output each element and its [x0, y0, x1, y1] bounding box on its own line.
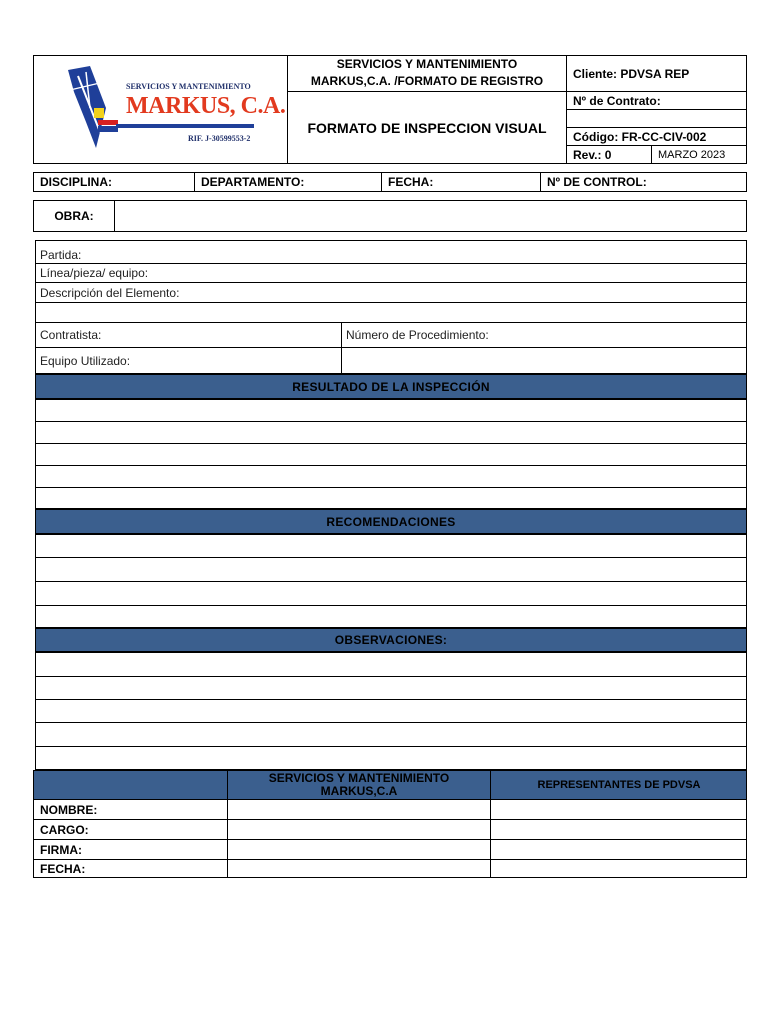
- linea-field[interactable]: Línea/pieza/ equipo:: [40, 266, 149, 280]
- contract-label: Nº de Contrato:: [573, 93, 661, 108]
- descripcion-extra-field[interactable]: [36, 303, 746, 322]
- logo-rif: RIF. J-30599553-2: [188, 134, 251, 143]
- pdvsa-signature-inputs[interactable]: [491, 800, 747, 878]
- obra-label: OBRA:: [54, 209, 94, 223]
- contratista-field[interactable]: Contratista:: [40, 328, 102, 342]
- signature-row-firma: FIRMA:: [40, 842, 82, 857]
- disciplina-field[interactable]: DISCIPLINA:: [40, 175, 112, 189]
- signature-col-markus: [228, 771, 490, 799]
- descripcion-field[interactable]: Descripción del Elemento:: [40, 285, 180, 300]
- company-name: [288, 56, 566, 91]
- client-label: Cliente: PDVSA REP: [573, 66, 690, 81]
- form-title: FORMATO DE INSPECCION VISUAL: [307, 120, 547, 136]
- departamento-field[interactable]: DEPARTAMENTO:: [201, 175, 305, 189]
- logo-top-text: SERVICIOS Y MANTENIMIENTO: [126, 82, 251, 91]
- rev-label: Rev.: 0: [573, 148, 612, 162]
- partida-field[interactable]: Partida:: [40, 247, 82, 262]
- resultado-header: RESULTADO DE LA INSPECCIÓN: [35, 374, 747, 399]
- company-line-1: SERVICIOS Y MANTENIMIENTO: [336, 57, 518, 71]
- observaciones-header: OBSERVACIONES:: [35, 628, 747, 652]
- code-label: Código: FR-CC-CIV-002: [573, 129, 707, 144]
- signature-row-cargo: CARGO:: [40, 822, 89, 837]
- recomendaciones-header: RECOMENDACIONES: [35, 509, 747, 534]
- obra-input[interactable]: [115, 201, 747, 231]
- signature-col-markus-line1: SERVICIOS Y MANTENIMIENTO: [268, 771, 450, 785]
- signature-col-markus-line2: MARKUS,C.A: [320, 784, 398, 798]
- signature-col-pdvsa: REPRESENTANTES DE PDVSA: [537, 779, 701, 791]
- signature-row-nombre: NOMBRE:: [40, 802, 98, 817]
- procedimiento-field[interactable]: Número de Procedimiento:: [346, 328, 489, 342]
- fecha-field[interactable]: FECHA:: [388, 175, 434, 189]
- resultado-input[interactable]: [36, 400, 746, 508]
- equipo-right-field[interactable]: [342, 348, 746, 373]
- signature-row-fecha: FECHA:: [40, 862, 86, 876]
- markus-signature-inputs[interactable]: [228, 800, 490, 878]
- rev-date: MARZO 2023: [658, 149, 726, 161]
- logo-brand: MARKUS, C.A.: [126, 93, 286, 119]
- equipo-field[interactable]: Equipo Utilizado:: [40, 353, 131, 368]
- recomendaciones-input[interactable]: [36, 535, 746, 627]
- company-line-2: MARKUS,C.A. /FORMATO DE REGISTRO: [310, 74, 544, 88]
- company-logo: [60, 62, 286, 154]
- control-number-field[interactable]: Nº DE CONTROL:: [547, 175, 647, 189]
- observaciones-input[interactable]: [36, 653, 746, 769]
